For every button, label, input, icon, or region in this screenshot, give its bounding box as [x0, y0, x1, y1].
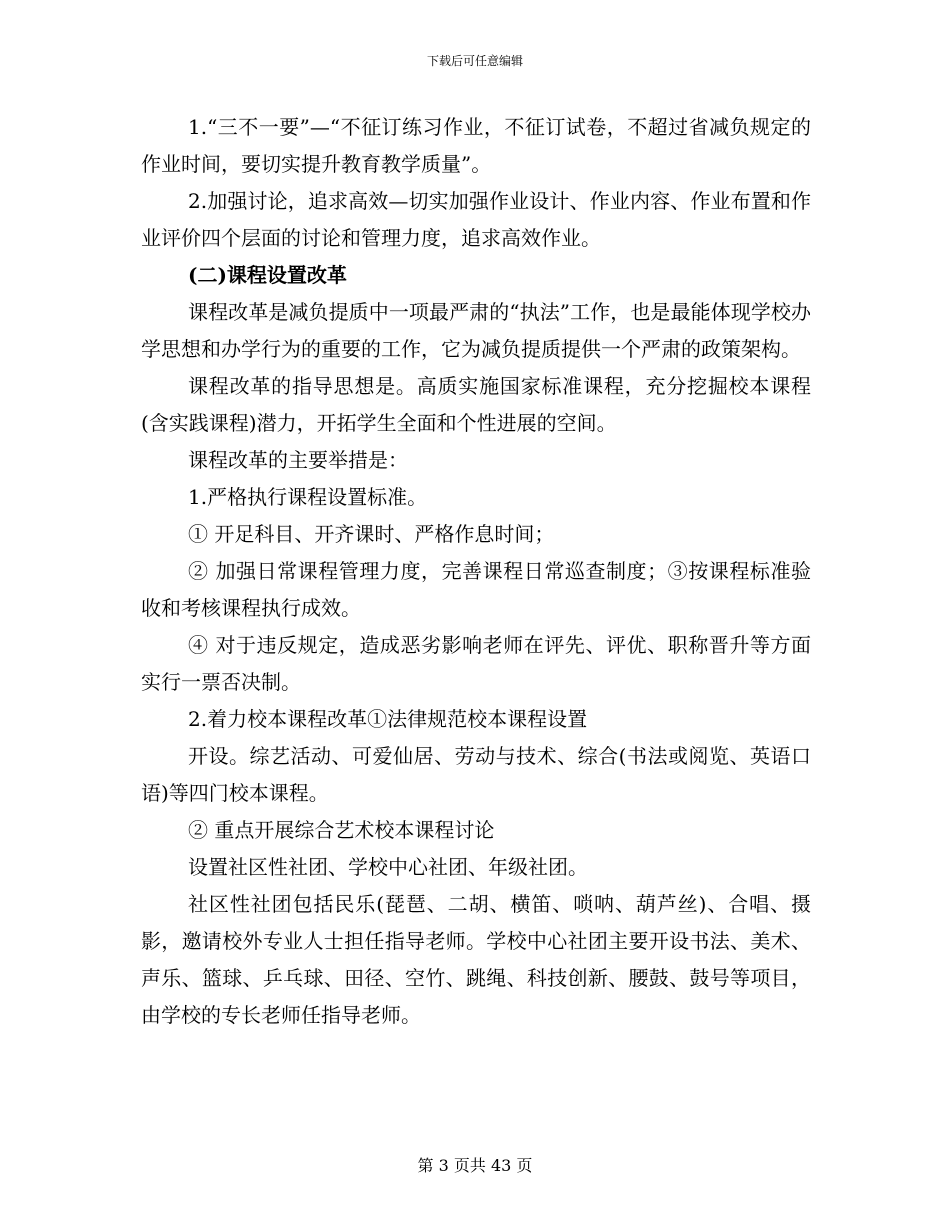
paragraph-curriculum-reform-intro: 课程改革是减负提质中一项最严肃的“执法”工作，也是最能体现学校办学思想和办学行为的重要的工作，它为减负提质提供一个严肃的政策架构。 — [141, 300, 811, 361]
paragraph-item-1: ① 开足科目、开齐课时、严格作息时间； — [188, 522, 555, 546]
paragraph-club-details: 社区性社团包括民乐(琵琶、二胡、横笛、唢呐、葫芦丝)、合唱、摄影，邀请校外专业人士担任指导老师。学校中心社团主要开设书法、美术、声乐、篮球、乒乓球、田径、空竹、跳绳、科技创新、腰鼓、鼓号等项目，由学校的专长老师任指导老师。 — [141, 892, 811, 1027]
paragraph-strengthen-discussion: 2.加强讨论，追求高效—切实加强作业设计、作业内容、作业布置和作业评价四个层面的讨论和管理力度，追求高效作业。 — [141, 189, 811, 250]
paragraph-school-curriculum-reform: 2.着力校本课程改革①法律规范校本课程设置 — [188, 707, 588, 731]
paragraph-item-2-3: ② 加强日常课程管理力度，完善课程日常巡查制度；③按课程标准验收和考核课程执行成效。 — [141, 559, 811, 620]
paragraph-item-4: ④ 对于违反规定，造成恶劣影响老师在评先、评优、职称晋升等方面实行一票否决制。 — [141, 633, 811, 694]
document-body — [141, 109, 811, 1034]
paragraph-three-no-one-must: 1.“三不一要”—“不征订练习作业，不征订试卷，不超过省减负规定的作业时间，要切实提升教育教学质量”。 — [141, 115, 811, 176]
page-header: 下载后可任意编辑 — [426, 54, 523, 68]
page-footer: 第 3 页共 43 页 — [417, 1156, 533, 1175]
paragraph-main-measures: 课程改革的主要举措是： — [188, 448, 408, 472]
paragraph-club-settings: 设置社区性社团、学校中心社团、年级社团。 — [188, 855, 588, 879]
paragraph-four-courses: 开设。综艺活动、可爱仙居、劳动与技术、综合(书法或阅览、英语口语)等四门校本课程。 — [141, 744, 811, 805]
paragraph-strict-standards: 1.严格执行课程设置标准。 — [188, 485, 428, 509]
paragraph-arts-course-discussion: ② 重点开展综合艺术校本课程讨论 — [188, 818, 495, 842]
paragraph-guiding-ideology: 课程改革的指导思想是。高质实施国家标准课程，充分挖掘校本课程(含实践课程)潜力，开拓学生全面和个性进展的空间。 — [141, 374, 811, 435]
section-heading-curriculum-reform: (二)课程设置改革 — [188, 263, 347, 287]
